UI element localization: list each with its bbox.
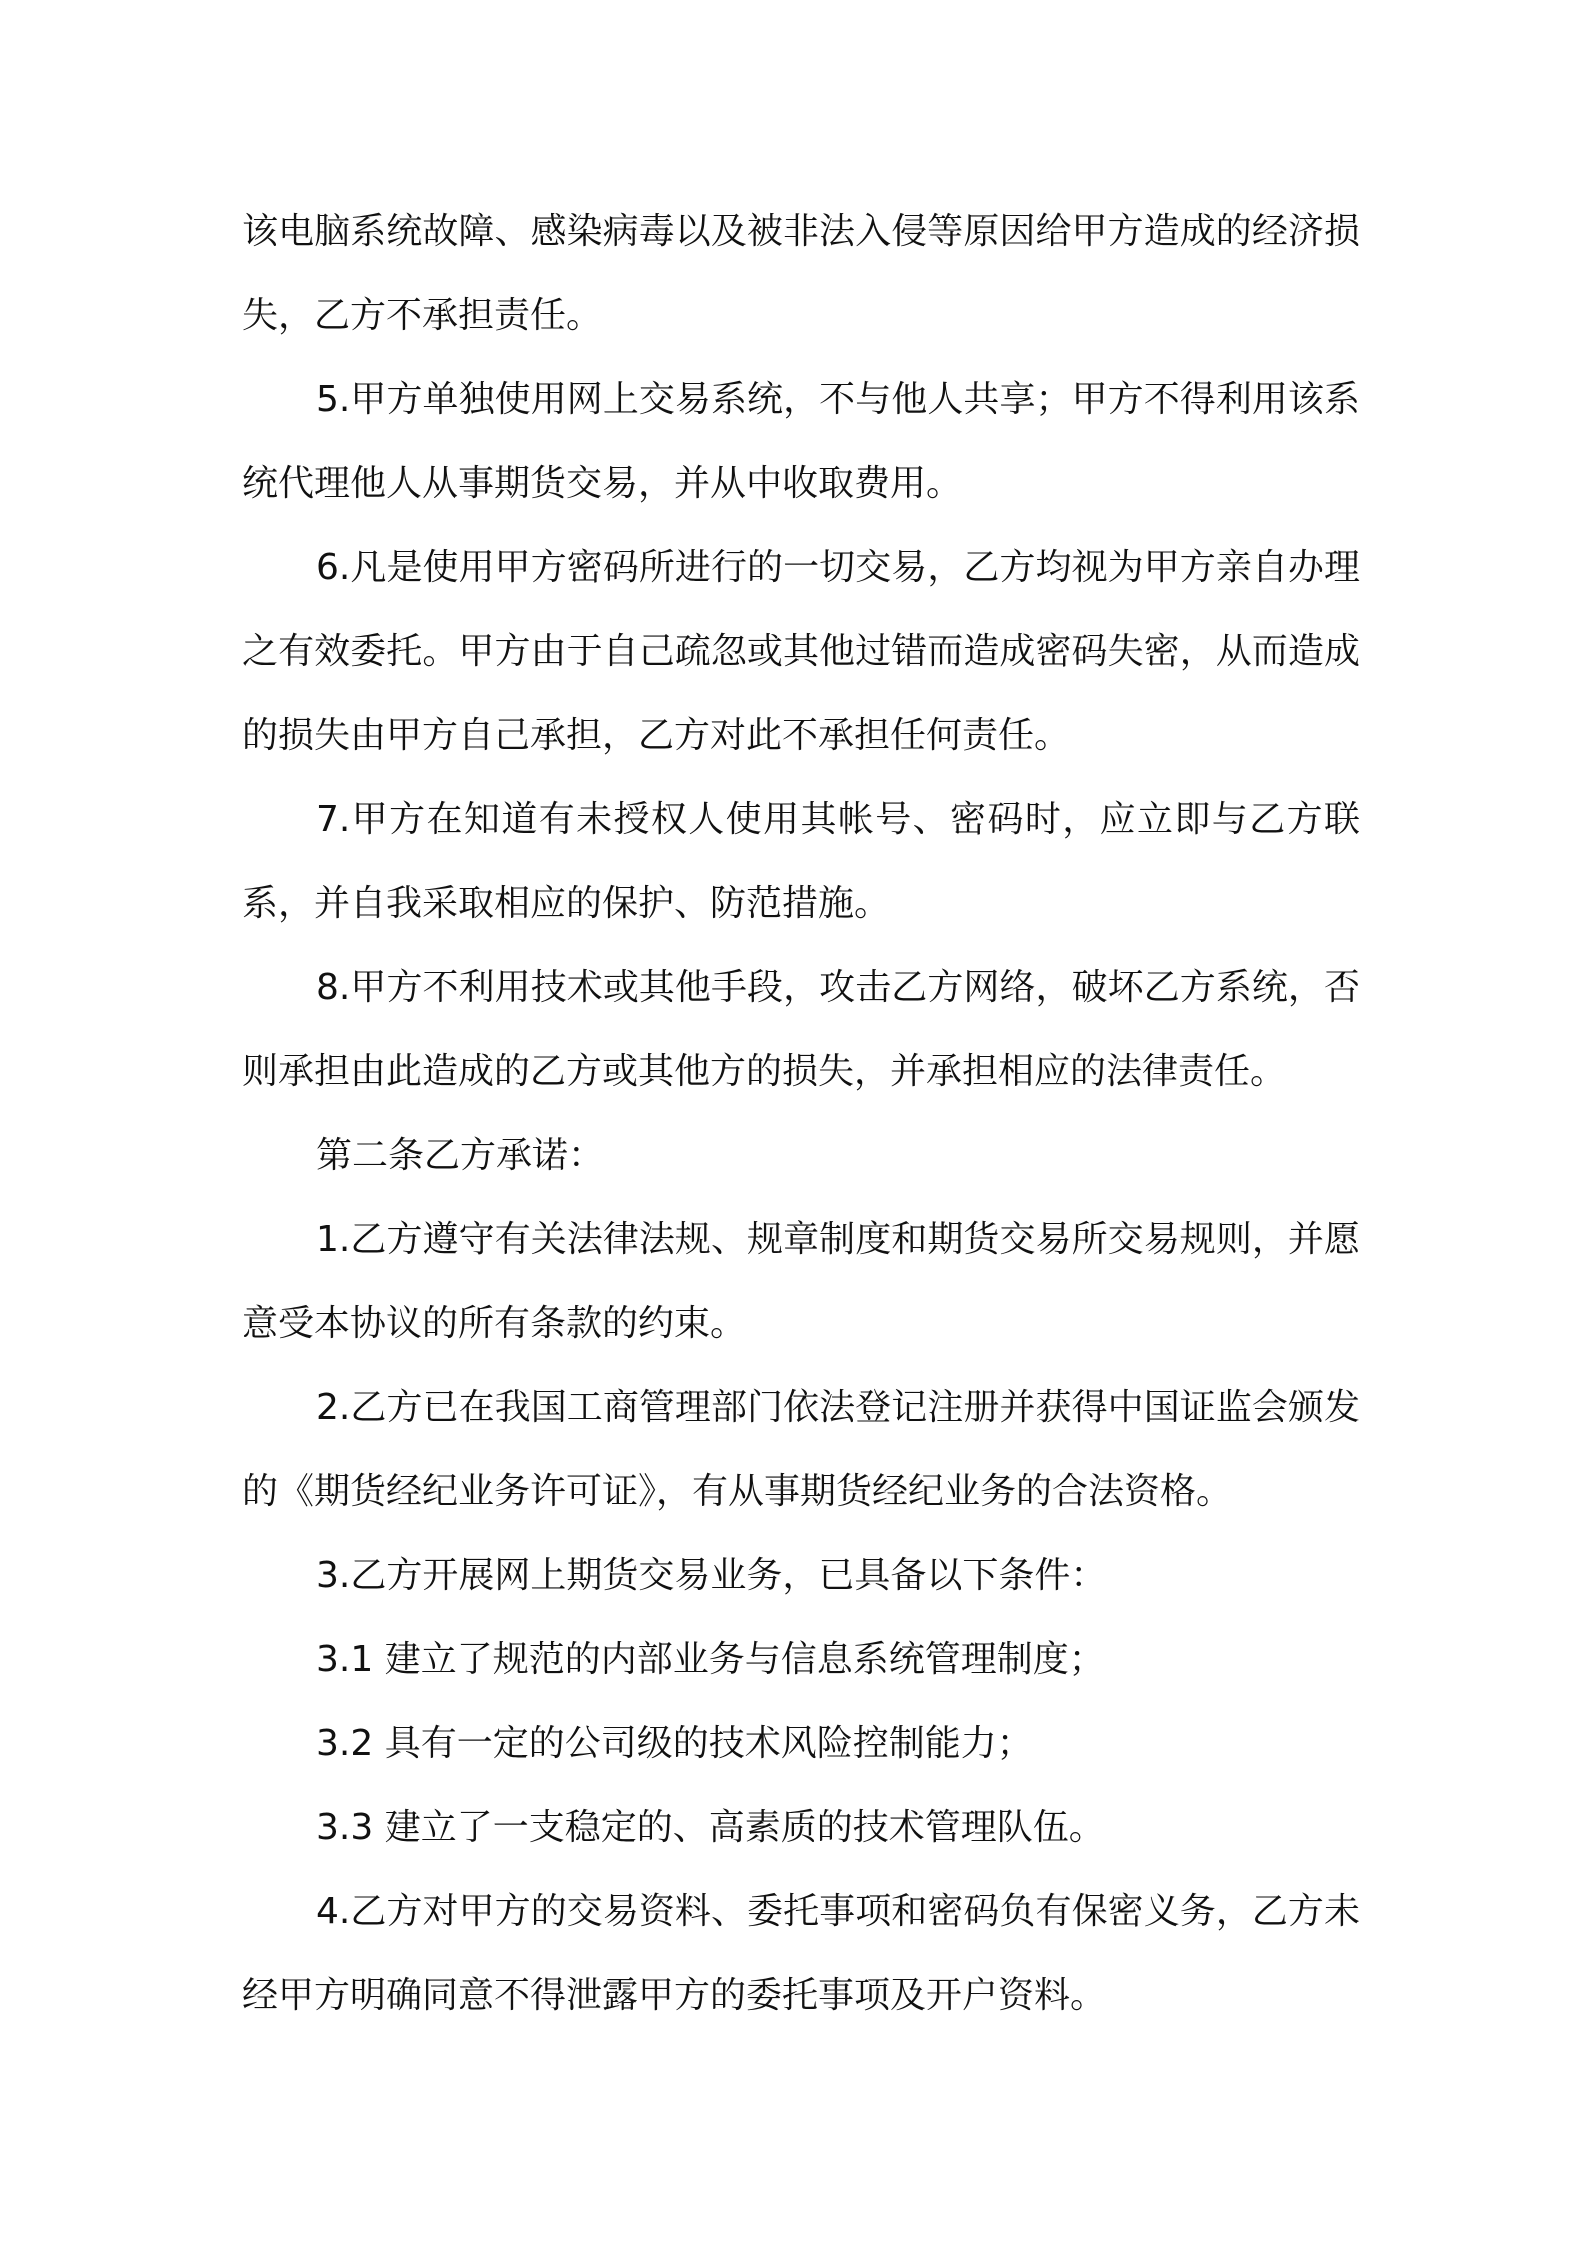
document-body xyxy=(242,190,1360,2038)
paragraph-b4-confidentiality: 4.乙方对甲方的交易资料、委托事项和密码负有保密义务，乙方未经甲方明确同意不得泄露甲方的委托事项及开户资料。 xyxy=(242,1891,1360,2016)
paragraph-b2-license: 2.乙方已在我国工商管理部门依法登记注册并获得中国证监会颁发的《期货经纪业务许可证》，有从事期货经纪业务的合法资格。 xyxy=(242,1387,1360,1512)
paragraph-b3-conditions: 3.乙方开展网上期货交易业务，已具备以下条件： xyxy=(316,1555,1107,1596)
paragraph-b3-2-risk-control: 3.2 具有一定的公司级的技术风险控制能力； xyxy=(316,1723,1033,1764)
paragraph-6-password-trades: 6.凡是使用甲方密码所进行的一切交易，乙方均视为甲方亲自办理之有效委托。甲方由于自己疏忽或其他过错而造成密码失密，从而造成的损失由甲方自己承担，乙方对此不承担任何责任。 xyxy=(242,547,1360,756)
paragraph-b1-compliance: 1.乙方遵守有关法律法规、规章制度和期货交易所交易规则，并愿意受本协议的所有条款的约束。 xyxy=(242,1219,1360,1344)
paragraph-b3-1-management: 3.1 建立了规范的内部业务与信息系统管理制度； xyxy=(316,1639,1105,1680)
paragraph-7-unauthorized-use: 7.甲方在知道有未授权人使用其帐号、密码时，应立即与乙方联系，并自我采取相应的保护、防范措施。 xyxy=(242,799,1360,924)
paragraph-continued-liability: 该电脑系统故障、感染病毒以及被非法入侵等原因给甲方造成的经济损失，乙方不承担责任。 xyxy=(242,211,1360,336)
paragraph-b3-3-team: 3.3 建立了一支稳定的、高素质的技术管理队伍。 xyxy=(316,1807,1105,1848)
paragraph-8-no-attacks: 8.甲方不利用技术或其他手段，攻击乙方网络，破坏乙方系统，否则承担由此造成的乙方或其他方的损失，并承担相应的法律责任。 xyxy=(242,967,1360,1092)
article-2-heading: 第二条乙方承诺： xyxy=(316,1135,605,1176)
paragraph-5-exclusive-use: 5.甲方单独使用网上交易系统，不与他人共享；甲方不得利用该系统代理他人从事期货交易，并从中收取费用。 xyxy=(242,379,1360,504)
